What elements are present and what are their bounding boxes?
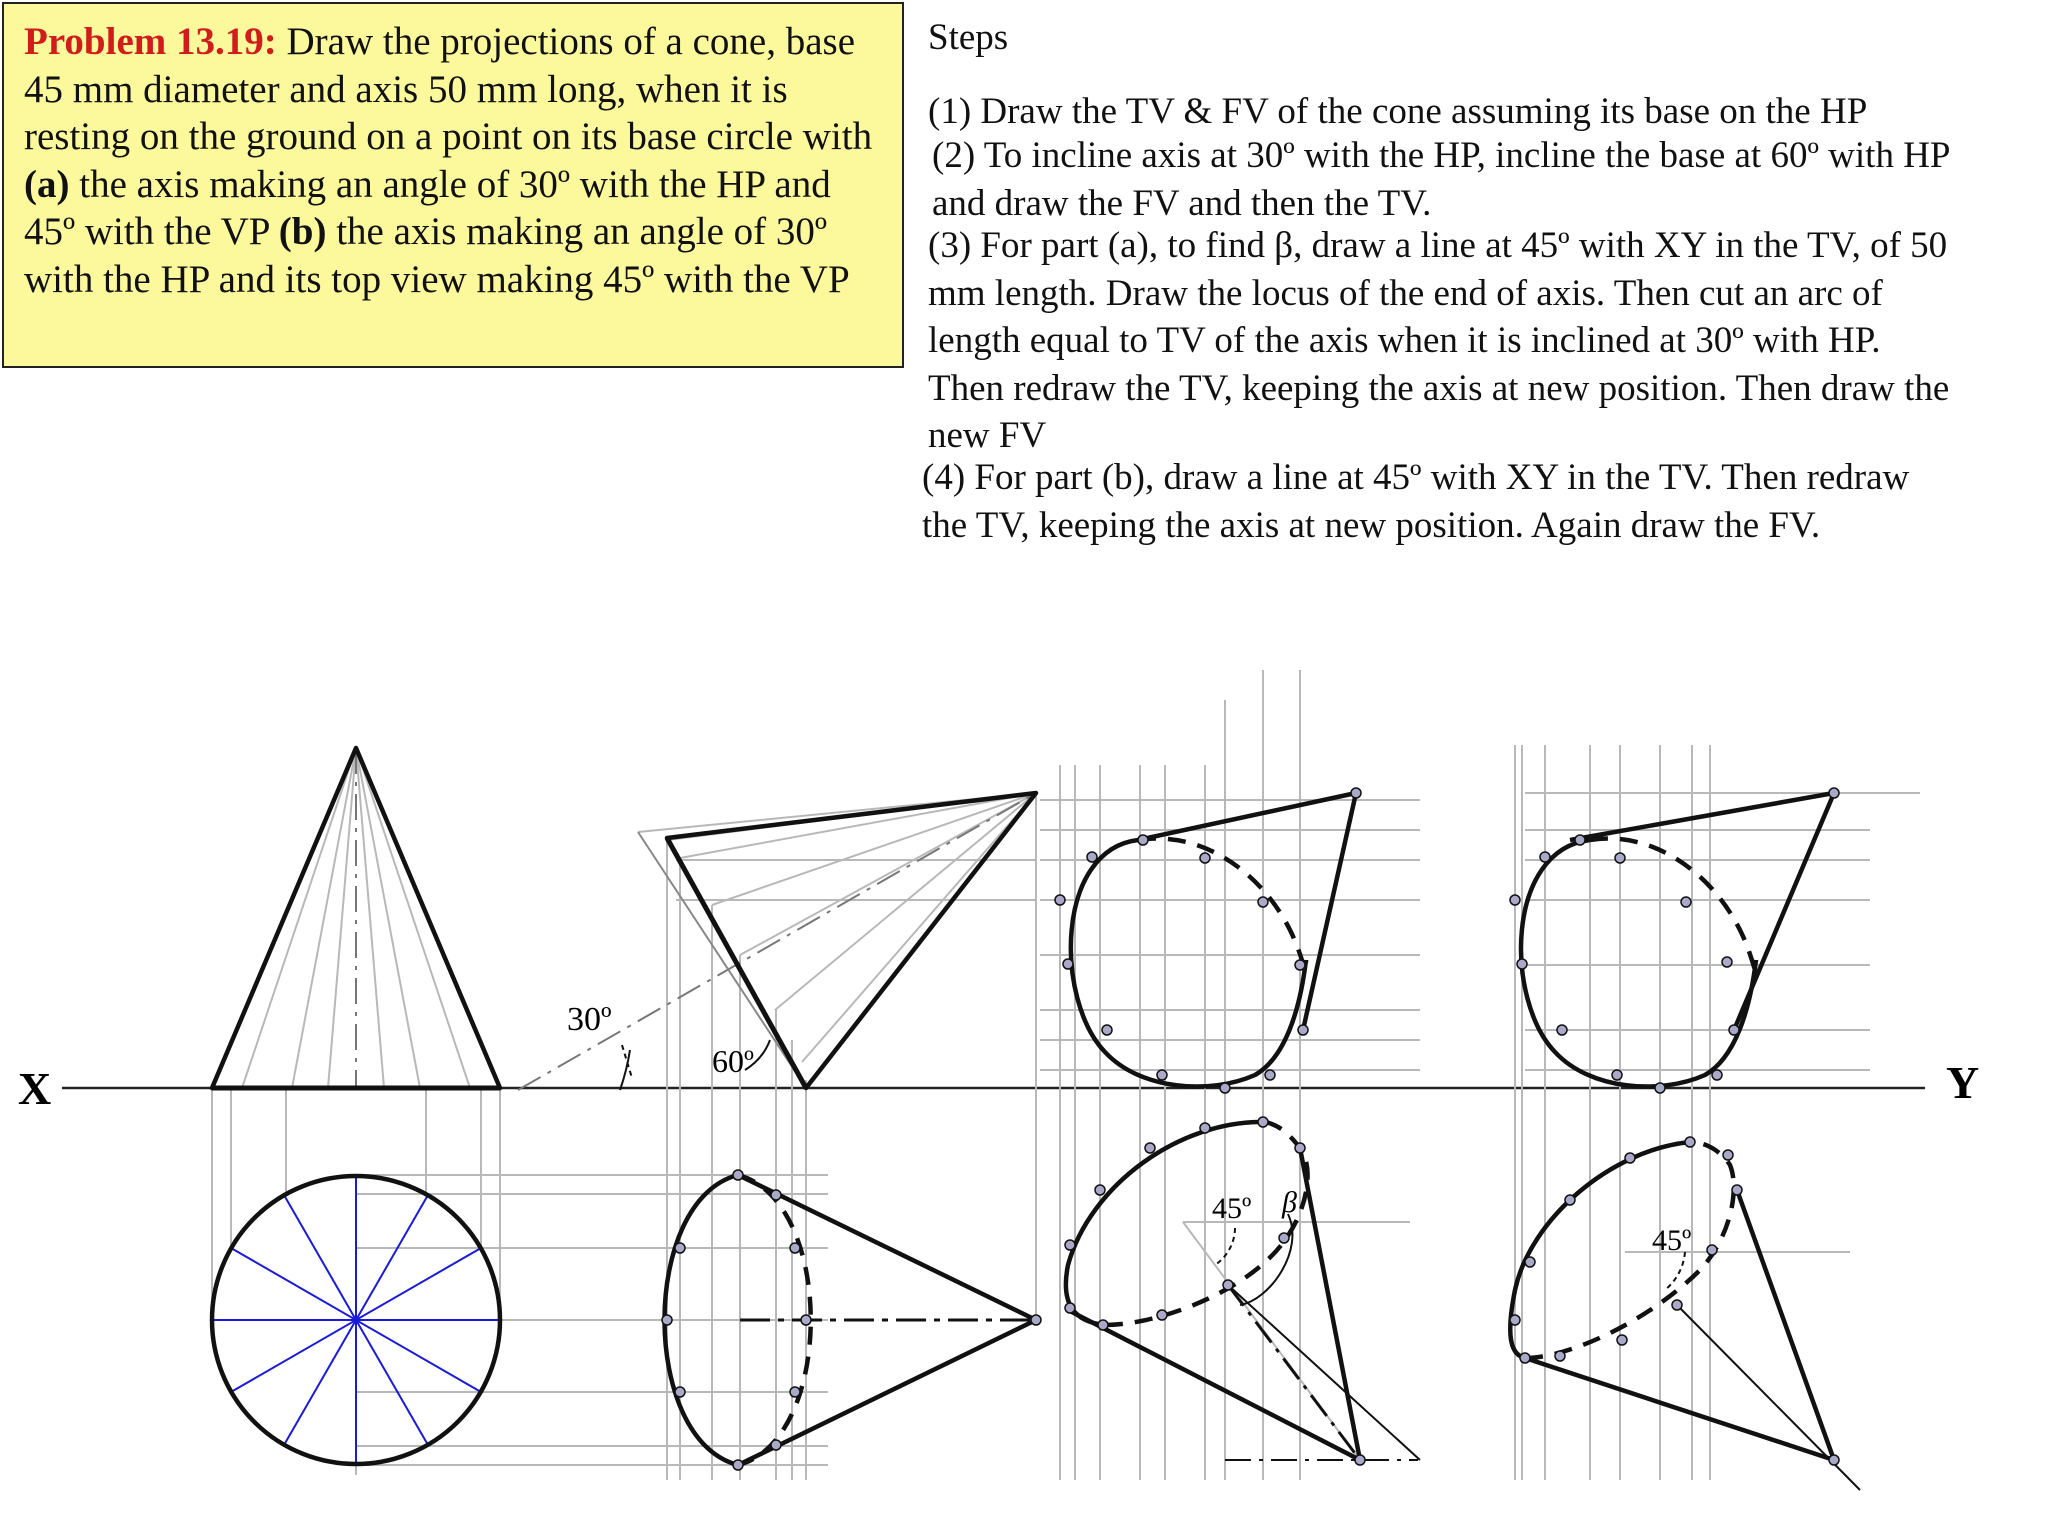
step-1: (1) Draw the TV & FV of the cone assuming its base on the HP xyxy=(928,91,1868,132)
stage3-tv-points xyxy=(1065,1117,1365,1465)
step-3: (3) For part (a), to find β, draw a line at 45º with XY in the TV, of 50 mm length. Draw the locus of the end of axis. Then cut an arc of length equal to TV of the axis when it is inclined at 30º with HP. Then redraw the TV, keeping the axis at new position. Then draw the new FV xyxy=(928,225,1950,456)
beta-label: β xyxy=(1282,1186,1297,1219)
stage4-fv-points xyxy=(1510,788,1839,1093)
stage4-fv-generator-top xyxy=(1570,793,1834,840)
stage1-construction-lines xyxy=(212,748,828,1475)
stage3-locus-line xyxy=(1228,1285,1420,1460)
stage3-fv-ellipse-hidden xyxy=(1138,838,1306,970)
angle-60-label: 60º xyxy=(712,1043,754,1079)
stage4-tv-ellipse-hidden xyxy=(1525,1142,1734,1358)
stage3-fv-ellipse-visible xyxy=(1071,840,1306,1087)
stage3-construction-lines xyxy=(1040,670,1420,1480)
stage3-tv-generator-left xyxy=(1068,1310,1360,1460)
stage3-tv-generator-right xyxy=(1300,1148,1360,1460)
problem-text-2: the axis making an angle of 30º with the HP and 45º with the VP xyxy=(24,162,831,253)
part-b-label: (b) xyxy=(278,210,327,253)
angle-45-a-label: 45º xyxy=(1212,1192,1252,1225)
stage4-tv-points xyxy=(1510,1137,1839,1465)
stage4-fv-ellipse-visible xyxy=(1521,840,1756,1087)
problem-text-1: Draw the projections of a cone, base 45 mm diameter and axis 50 mm long, when it is resting on the ground on a point on its base circle with xyxy=(24,20,873,158)
step-2: (2) To incline axis at 30º with the HP, incline the base at 60º with HP and draw the FV and then the TV. xyxy=(932,135,1951,224)
step-4: (4) For part (b), draw a line at 45º with XY in the TV. Then redraw the TV, keeping the axis at new position. Again draw the FV. xyxy=(922,457,1910,546)
beta-arc xyxy=(1240,1214,1292,1305)
problem-text-3: the axis making an angle of 30º with the HP and its top view making 45º with the VP xyxy=(24,210,850,301)
problem-label: Problem 13.19: xyxy=(24,20,277,63)
angle-45-b-label: 45º xyxy=(1652,1224,1692,1257)
label-x: X xyxy=(18,1063,52,1114)
steps-heading: Steps xyxy=(928,17,1009,58)
angle-30-label: 30º xyxy=(567,1001,612,1038)
label-y: Y xyxy=(1946,1057,1980,1108)
angle-45-b-arc xyxy=(1665,1252,1685,1290)
stage3-tv-axis xyxy=(1228,1285,1360,1460)
stage4-construction-lines xyxy=(1515,745,1920,1480)
stage3-tv-ellipse-hidden xyxy=(1105,1122,1308,1325)
stage4-tv-generator-right xyxy=(1737,1190,1834,1460)
part-a-label: (a) xyxy=(24,162,70,206)
stage4-tv-generator-left xyxy=(1525,1358,1834,1460)
stage4-fv-generator-bottom xyxy=(1734,793,1834,1030)
stage3-fv-generator-bottom xyxy=(1303,793,1356,1030)
